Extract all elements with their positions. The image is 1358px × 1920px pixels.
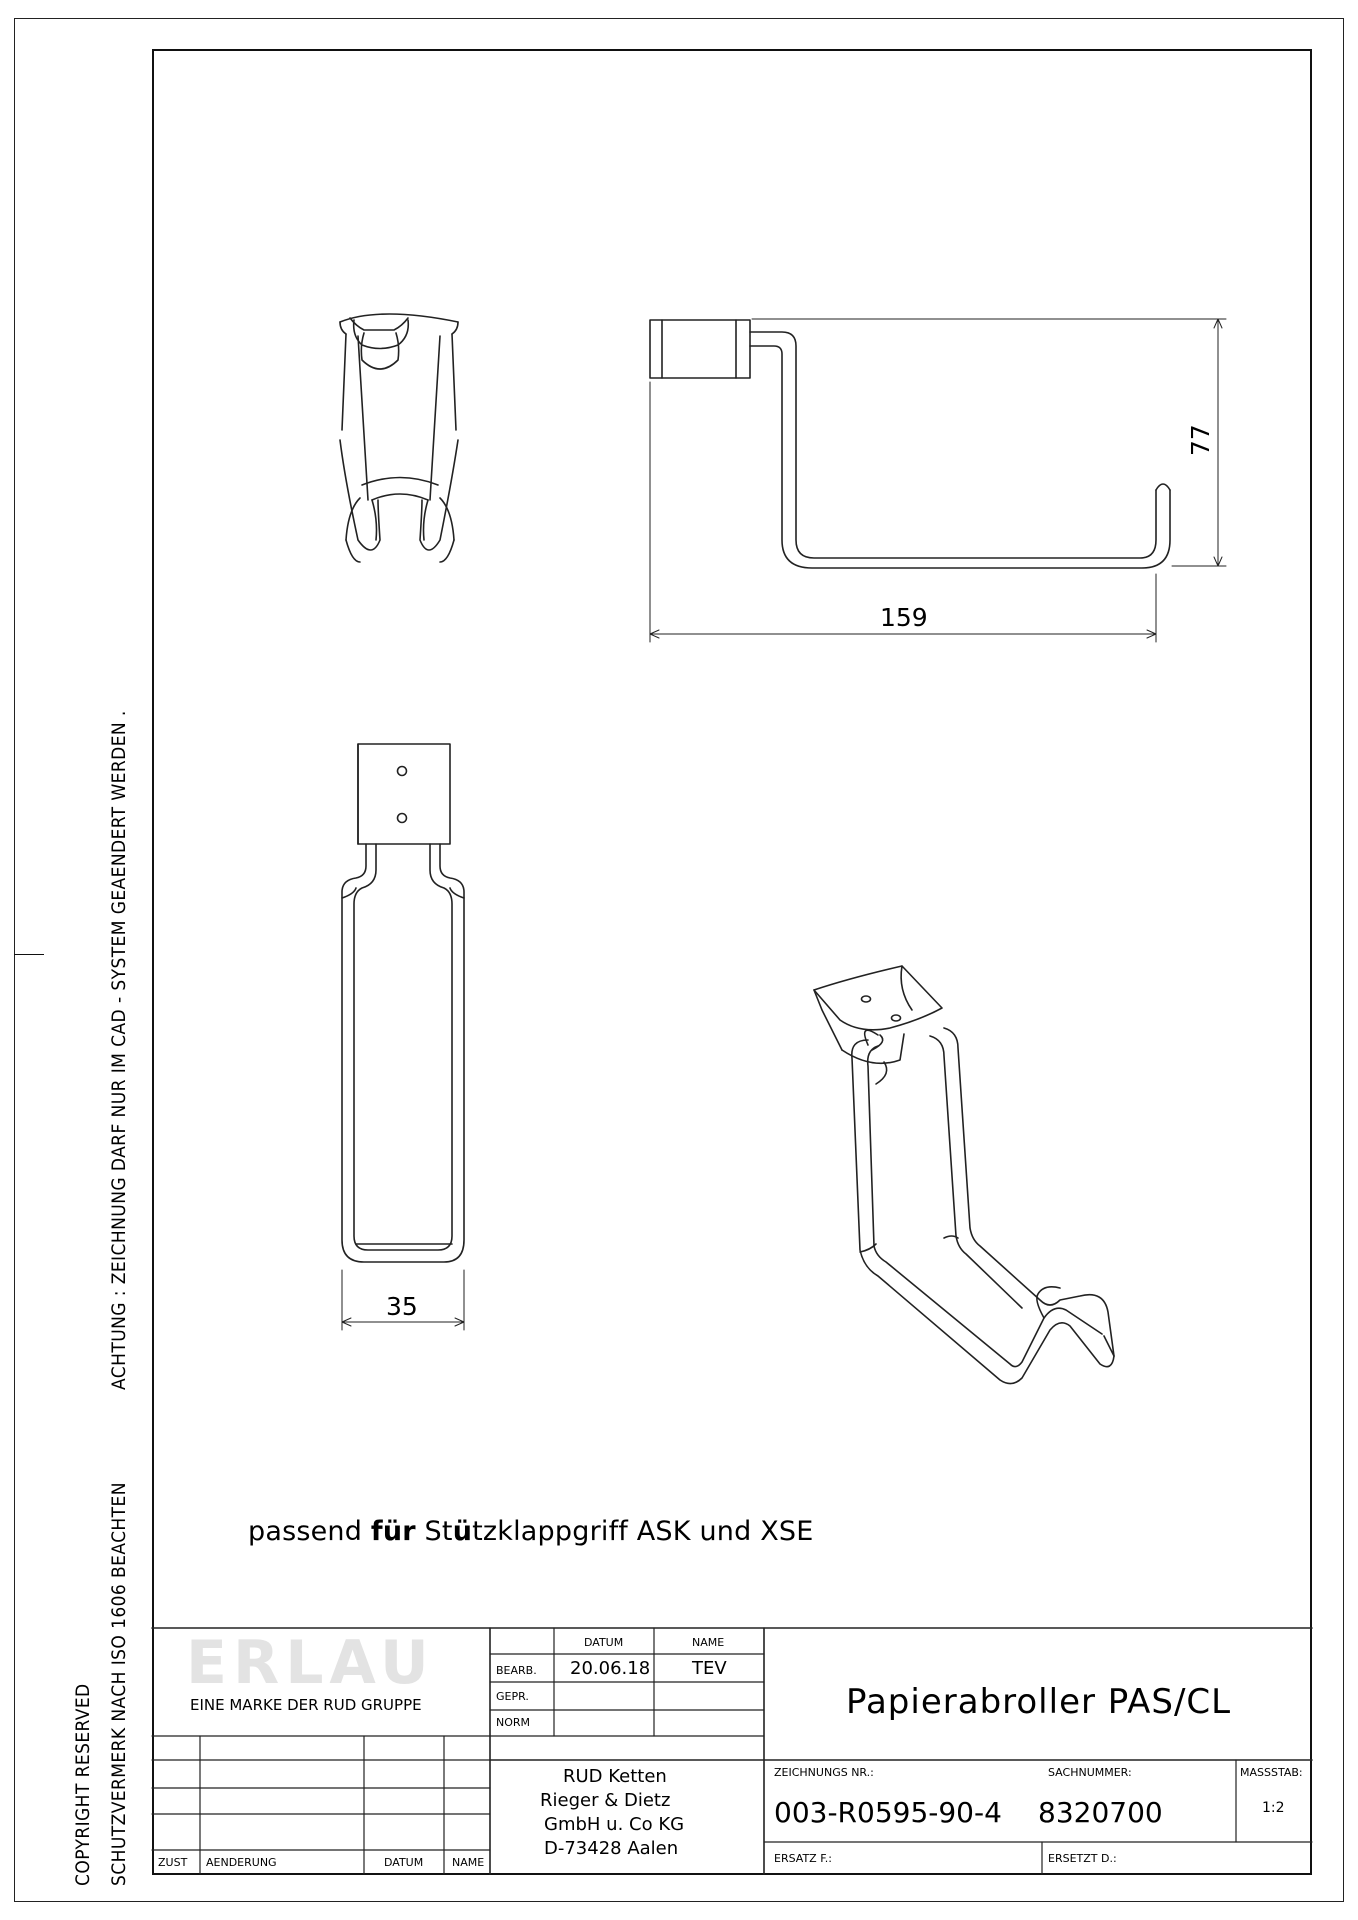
massstab-value: 1:2 [1262, 1800, 1285, 1816]
company-line-3: GmbH u. Co KG [544, 1814, 685, 1835]
rev-name-label: NAME [452, 1856, 485, 1869]
dimension-width: 35 [386, 1292, 418, 1321]
copyright-note: COPYRIGHT RESERVED [72, 1683, 94, 1886]
erlau-logo: ERLAU [186, 1628, 435, 1698]
sachnummer: 8320700 [1038, 1796, 1163, 1829]
fit-note [248, 1516, 814, 1547]
fit-note-bold-1: für [370, 1516, 416, 1547]
rev-zust-label: ZUST [158, 1856, 188, 1869]
company-line-1: RUD Ketten [563, 1766, 667, 1787]
sachnummer-label: SACHNUMMER: [1048, 1766, 1132, 1779]
bearb-name: TEV [692, 1658, 727, 1679]
fit-note-mid: St [415, 1516, 453, 1547]
col-datum-header: DATUM [584, 1636, 624, 1649]
company-line-2: Rieger & Dietz [540, 1790, 671, 1811]
bearb-date: 20.06.18 [570, 1658, 651, 1679]
iso-note: SCHUTZVERMERK NACH ISO 1606 BEACHTEN [108, 1482, 130, 1886]
col-name-header: NAME [692, 1636, 725, 1649]
zeichnungs-nr: 003-R0595-90-4 [774, 1796, 1002, 1829]
dimension-length: 159 [880, 603, 928, 632]
company-line-4: D-73428 Aalen [544, 1838, 679, 1859]
zeichnungs-nr-label: ZEICHNUNGS NR.: [774, 1766, 874, 1779]
cad-warning-note: ACHTUNG : ZEICHNUNG DARF NUR IM CAD - SYSTEM GEAENDERT WERDEN . [108, 710, 130, 1390]
fit-note-post: tzklappgriff ASK und XSE [472, 1516, 814, 1547]
row-gepr-label: GEPR. [496, 1690, 529, 1703]
row-norm-label: NORM [496, 1716, 531, 1729]
dimension-height: 77 [1186, 424, 1215, 456]
ersetzt-label: ERSETZT D.: [1048, 1852, 1117, 1865]
drawing-title: Papierabroller PAS/CL [846, 1682, 1232, 1722]
ersatz-label: ERSATZ F.: [774, 1852, 832, 1865]
fit-note-bold-2: ü [452, 1516, 473, 1547]
rev-aenderung-label: AENDERUNG [206, 1856, 277, 1869]
brand-line: EINE MARKE DER RUD GRUPPE [190, 1696, 422, 1714]
rev-datum-label: DATUM [384, 1856, 424, 1869]
isometric-view [814, 966, 1114, 1384]
massstab-label: MASSSTAB: [1240, 1766, 1303, 1779]
side-view [650, 320, 1170, 568]
row-bearb-label: BEARB. [496, 1664, 537, 1677]
end-view [340, 314, 458, 562]
fit-note-pre: passend [248, 1516, 371, 1547]
top-view [342, 744, 464, 1262]
